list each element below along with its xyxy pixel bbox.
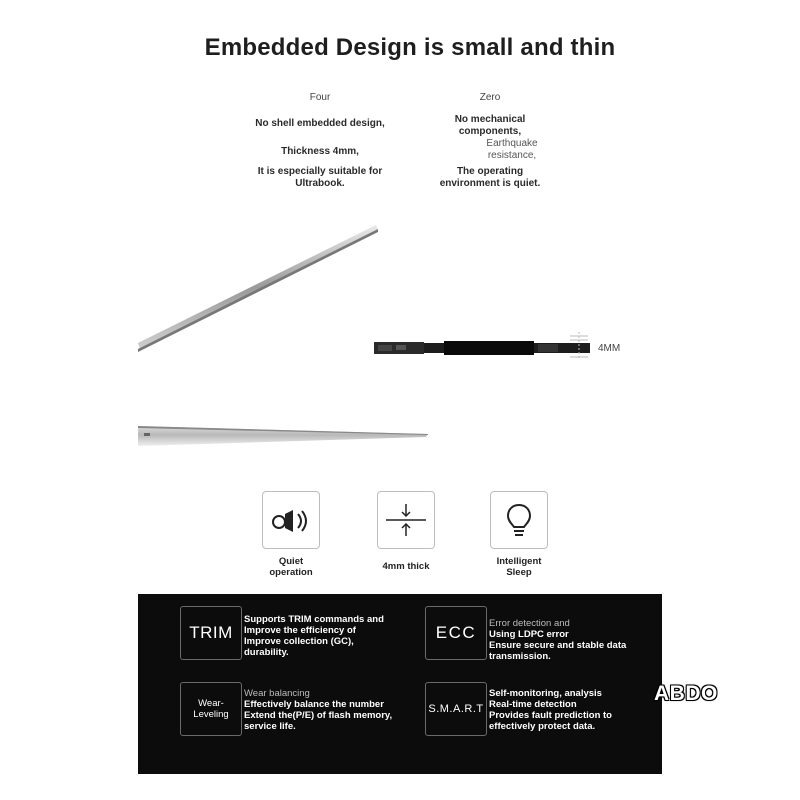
right-column-line3b: environment is quiet.: [439, 178, 541, 189]
speaker-quiet-icon: [263, 492, 319, 548]
wear-leveling-badge: [180, 682, 242, 736]
feature-label-sleep-line1: Intelligent: [496, 556, 542, 567]
page-title: Embedded Design is small and thin: [204, 34, 616, 61]
smart-line2: Real-time detection: [489, 699, 577, 710]
right-column-line1b: components,: [458, 126, 522, 137]
feature-label-quiet-line2: operation: [269, 567, 313, 578]
ecc-line2: Using LDPC error: [489, 629, 569, 640]
feature-label-thickness: [362, 561, 450, 572]
feature-label-sleep: [478, 556, 560, 578]
thickness-label: 4MM: [598, 343, 621, 354]
trim-line3: Improve collection (GC),: [244, 636, 354, 647]
feature-label-quiet: [250, 556, 332, 578]
wear-leveling-description: [244, 688, 404, 732]
smart-badge-label: S.M.A.R.T: [428, 703, 484, 715]
wear-line4: service life.: [244, 721, 296, 732]
smart-description: [489, 688, 634, 732]
ecc-line1: Error detection and: [489, 618, 570, 629]
smart-line4: effectively protect data.: [489, 721, 596, 732]
wear-leveling-badge-label: Wear-Leveling: [193, 698, 229, 720]
brand-watermark: ABDO: [654, 682, 718, 705]
feature-label-quiet-line1: Quiet: [278, 556, 304, 567]
ultrabook-illustration-lower: [132, 420, 432, 456]
thickness-arrows-icon: [378, 492, 434, 548]
intelligent-sleep-tile: [490, 491, 548, 549]
smart-line3: Provides fault prediction to: [489, 710, 612, 721]
wear-line1: Wear balancing: [244, 688, 310, 699]
ecc-badge-label: ECC: [435, 623, 477, 642]
left-column-line3a: It is especially suitable for: [257, 166, 383, 177]
left-column-line3b: Ultrabook.: [295, 178, 345, 189]
wear-line2: Effectively balance the number: [244, 699, 384, 710]
technology-panel: [138, 594, 662, 774]
thickness-tile: [377, 491, 435, 549]
right-column-line1a: No mechanical: [454, 114, 526, 125]
trim-description: [244, 614, 414, 658]
right-feature-column: [420, 92, 560, 190]
right-column-line3a: The operating: [456, 166, 524, 177]
ecc-line3: Ensure secure and stable data: [489, 640, 627, 651]
ecc-badge: [425, 606, 487, 660]
left-column-line2: Thickness 4mm,: [281, 146, 359, 157]
smart-line1: Self-monitoring, analysis: [489, 688, 602, 699]
ecc-description: [489, 618, 659, 662]
ecc-line4: transmission.: [489, 651, 551, 662]
quiet-operation-tile: [262, 491, 320, 549]
feature-label-sleep-line2: Sleep: [506, 567, 532, 578]
trim-line4: durability.: [244, 647, 289, 658]
left-column-head: Four: [309, 92, 331, 103]
lightbulb-icon: [491, 492, 547, 548]
feature-label-thickness-line1: 4mm thick: [382, 561, 430, 572]
left-feature-column: [240, 92, 400, 190]
trim-badge-label: TRIM: [189, 623, 233, 642]
smart-badge: [425, 682, 487, 736]
trim-line1: Supports TRIM commands and: [244, 614, 384, 625]
left-column-line1: No shell embedded design,: [255, 118, 385, 129]
ssd-board-illustration: [370, 330, 600, 366]
trim-line2: Improve the efficiency of: [244, 625, 356, 636]
right-column-head: Zero: [479, 92, 501, 103]
trim-badge: [180, 606, 242, 660]
right-column-line2b: resistance,: [487, 150, 537, 161]
wear-line3: Extend the(P/E) of flash memory,: [244, 710, 393, 721]
ultrabook-illustration-upper: [130, 215, 390, 360]
right-column-line2a: Earthquake: [486, 138, 538, 149]
